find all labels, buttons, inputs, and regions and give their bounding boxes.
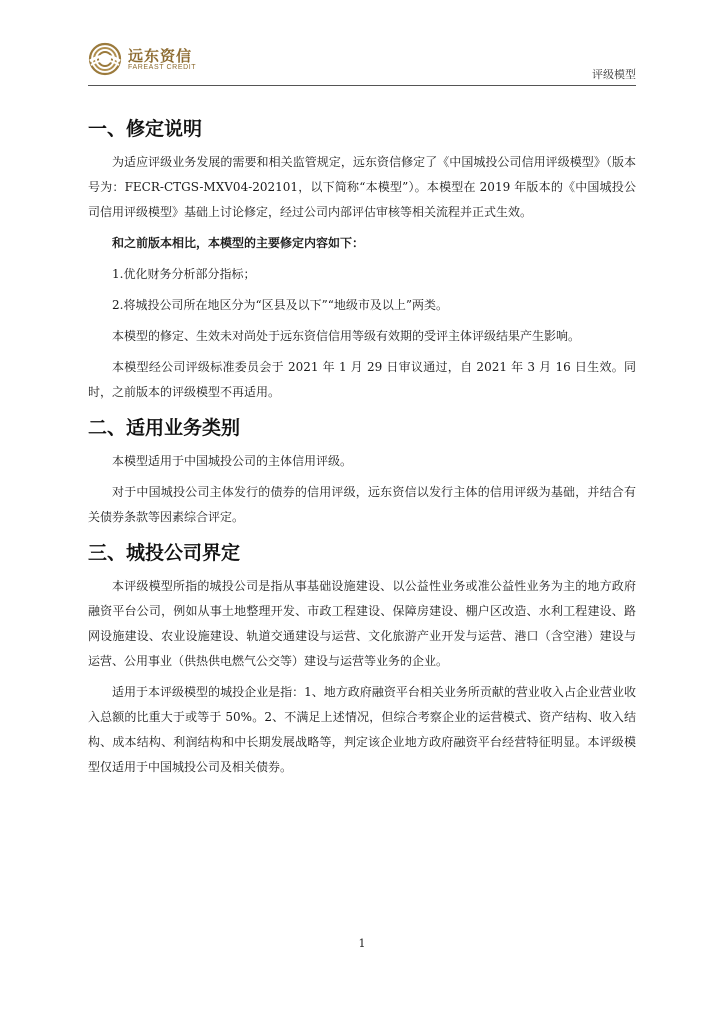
list-item: 2.将城投公司所在地区分为“区县及以下”“地级市及以上”两类。 [112, 298, 448, 312]
section-revision-notes [88, 114, 636, 405]
page-number: 1 [358, 937, 366, 950]
document-body [88, 114, 636, 780]
paragraph: 对于中国城投公司主体发行的债券的信用评级，远东资信以发行主体的信用评级为基础，并结合有关债券条款等因素综合评定。 [88, 485, 636, 524]
paragraph: 本模型的修定、生效未对尚处于远东资信信用等级有效期的受评主体评级结果产生影响。 [112, 329, 581, 343]
header-category-label: 评级模型 [592, 68, 636, 81]
paragraph: 本模型经公司评级标准委员会于 2021 年 1 月 29 日审议通过，自 2021 年 3 月 16 日生效。同时，之前版本的评级模型不再适用。 [88, 360, 636, 399]
paragraph: 本评级模型所指的城投公司是指从事基础设施建设、以公益性业务或准公益性业务为主的地方政府融资平台公司，例如从事土地整理开发、市政工程建设、保障房建设、棚户区改造、水利工程建设、路网设施建设、农业设施建设、轨道交通建设与运营、文化旅游产业开发与运营、港口（含空港）建设与运营、公用事业（供热供电燃气公交等）建设与运营等业务的企业。 [88, 579, 636, 668]
section-title: 三、城投公司界定 [88, 542, 241, 564]
logo-chinese-name: 远东资信 [128, 47, 193, 65]
list-item: 1.优化财务分析部分指标； [112, 267, 256, 281]
section-definition [88, 538, 636, 780]
paragraph: 为适应评级业务发展的需要和相关监管规定，远东资信修定了《中国城投公司信用评级模型》（版本号为：FECR-CTGS-MXV04-202101，以下简称“本模型”）。本模型在 2019 年版本的《中国城投公司信用评级模型》基础上讨论修定，经过公司内部评估审核等相关流程并正式生效。 [88, 155, 636, 219]
page-header [88, 40, 636, 84]
section-title: 一、修定说明 [88, 118, 203, 140]
paragraph-bold: 和之前版本相比，本模型的主要修定内容如下： [112, 236, 365, 250]
section-applicable-business [88, 413, 636, 530]
paragraph: 本模型适用于中国城投公司的主体信用评级。 [112, 454, 353, 468]
paragraph: 适用于本评级模型的城投企业是指：1、地方政府融资平台相关业务所贡献的营业收入占企业营业收入总额的比重大于或等于 50%。2、不满足上述情况，但综合考察企业的运营模式、资产结构、收入结构、成本结构、利润结构和中长期发展战略等，判定该企业地方政府融资平台经营特征明显。本评级模型仅适用于中国城投公司及相关债券。 [88, 685, 636, 774]
section-title: 二、适用业务类别 [88, 417, 241, 439]
logo-english-name: FAREAST CREDIT [128, 64, 197, 71]
fareast-credit-logo-icon [88, 42, 122, 76]
header-divider [88, 85, 636, 86]
